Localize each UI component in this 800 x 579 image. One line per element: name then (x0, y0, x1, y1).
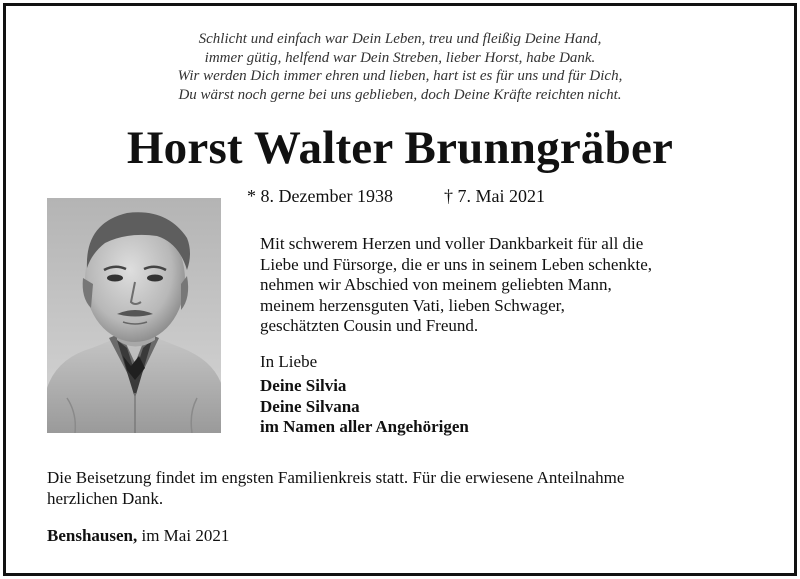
memorial-poem (0, 30, 800, 104)
poem-line: Du wärst noch gerne bei uns geblieben, doch Deine Kräfte reichten nicht. (178, 86, 622, 103)
place-town: Benshausen, (47, 526, 138, 545)
poem-line: Wir werden Dich immer ehren und lieben, hart ist es für uns und für Dich, (177, 68, 623, 84)
message-line: meinem herzensguten Vati, lieben Schwager, (260, 295, 565, 315)
signature-line: Deine Silvia (260, 376, 347, 395)
funeral-note-line: Die Beisetzung findet im engsten Familienkreis statt. Für die erwiesene Anteilnahme (47, 468, 625, 487)
poem-line: immer gütig, helfend war Dein Streben, lieber Horst, habe Dank. (204, 49, 596, 66)
signature-line: im Namen aller Angehörigen (260, 417, 469, 436)
funeral-note-line: herzlichen Dank. (47, 488, 164, 508)
deceased-name: Horst Walter Brunngräber (126, 122, 674, 174)
condolence-message (260, 234, 652, 337)
message-line: Mit schwerem Herzen und voller Dankbarkeit für all die (260, 234, 644, 253)
place-date: im Mai 2021 (141, 526, 230, 545)
place-and-date (47, 526, 229, 547)
portrait-photo (47, 198, 221, 433)
birth-date: * 8. Dezember 1938 (247, 186, 393, 206)
message-line: Liebe und Fürsorge, die er uns in seinem Leben schenkte, (260, 254, 652, 274)
funeral-note (47, 468, 624, 509)
death-date: † 7. Mai 2021 (444, 186, 545, 206)
closing-phrase: In Liebe (260, 352, 318, 371)
signatures (260, 376, 469, 438)
message-line: nehmen wir Abschied von meinem geliebten Mann, (260, 275, 612, 294)
message-line: geschätzten Cousin und Freund. (260, 316, 479, 335)
signature-line: Deine Silvana (260, 396, 360, 416)
poem-line: Schlicht und einfach war Dein Leben, treu und fleißig Deine Hand, (198, 31, 602, 47)
